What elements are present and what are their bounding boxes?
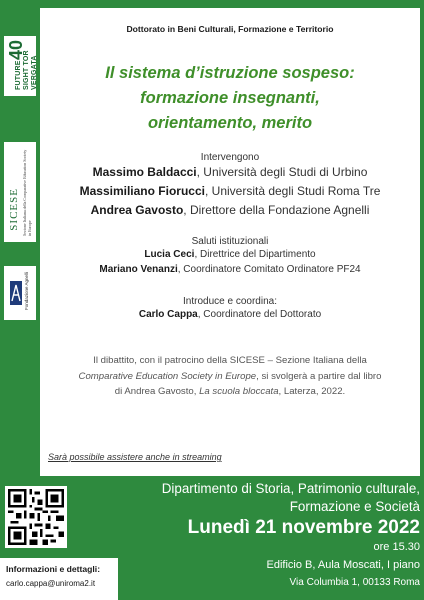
future-sight-number: 40 (6, 40, 26, 61)
future-sight-label: FUTURE SIGHT TOR VERGATA (15, 50, 38, 90)
speaker-row: Carlo Cappa, Coordinatore del Dottorato (138, 309, 322, 320)
agnelli-label: Fondazione Agnelli (24, 272, 29, 311)
greetings-section (40, 236, 420, 277)
info-title: Informazioni e dettagli: (6, 564, 101, 574)
top-border (0, 0, 424, 8)
speakers-section (40, 152, 420, 220)
qr-code[interactable] (5, 486, 67, 548)
speaker-row: Lucia Ceci, Direttrice del Dipartimento (144, 249, 316, 260)
department-name: Dipartimento di Storia, Patrimonio culturale, Formazione e Società (161, 481, 420, 514)
speaker-row: Andrea Gavosto, Direttore della Fondazione Agnelli (90, 203, 370, 217)
greetings-label: Saluti istituzionali (191, 236, 269, 247)
event-description: Il dibattito, con il patrocino della SICESE – Sezione Italiana della Comparative Education Society in Europe, si svolgerà a partire dal libro di Andrea Gavosto, La scuola bloccata, Laterza, 2022. (78, 355, 382, 397)
event-title (40, 61, 420, 136)
event-address: Via Columbia 1, 00133 Roma (289, 577, 420, 588)
speaker-row: Mariano Venanzi, Coordinatore Comitato Ordinatore PF24 (99, 264, 361, 275)
sicese-logo (4, 142, 36, 242)
logo-sidebar (0, 0, 40, 476)
doctorate-header: Dottorato in Beni Culturali, Formazione e Territorio (126, 24, 334, 34)
event-date: Lunedì 21 novembre 2022 (187, 517, 420, 538)
title-line-3: orientamento, merito (147, 114, 313, 132)
speakers-label: Intervengono (200, 152, 260, 163)
moderator-label: Introduce e coordina: (183, 296, 277, 307)
footer (0, 476, 424, 600)
info-box (0, 558, 118, 600)
speaker-row: Massimiliano Fiorucci, Università degli Studi Roma Tre (79, 184, 381, 198)
fondazione-agnelli-logo (4, 266, 36, 320)
info-email-link[interactable]: carlo.cappa@uniroma2.it (6, 579, 96, 588)
qr-code-icon (8, 489, 64, 545)
event-time: ore 15.30 (373, 541, 420, 553)
right-border (420, 0, 424, 476)
event-venue: Edificio B, Aula Moscati, I piano (266, 559, 420, 571)
moderator-section (40, 296, 420, 322)
future-sight-logo (4, 36, 36, 96)
agnelli-mark-icon (10, 281, 22, 305)
streaming-link[interactable]: Sarà possibile assistere anche in streaming (48, 452, 222, 462)
speaker-row: Massimo Baldacci, Università degli Studi di Urbino (92, 165, 368, 179)
title-line-2: formazione insegnanti, (140, 89, 320, 107)
sicese-subtitle: Sezione Italiana della Comparative Education Society in Europe (22, 149, 32, 236)
title-line-1: Il sistema d’istruzione sospeso: (105, 64, 355, 82)
sicese-name: SICESE (8, 188, 20, 231)
